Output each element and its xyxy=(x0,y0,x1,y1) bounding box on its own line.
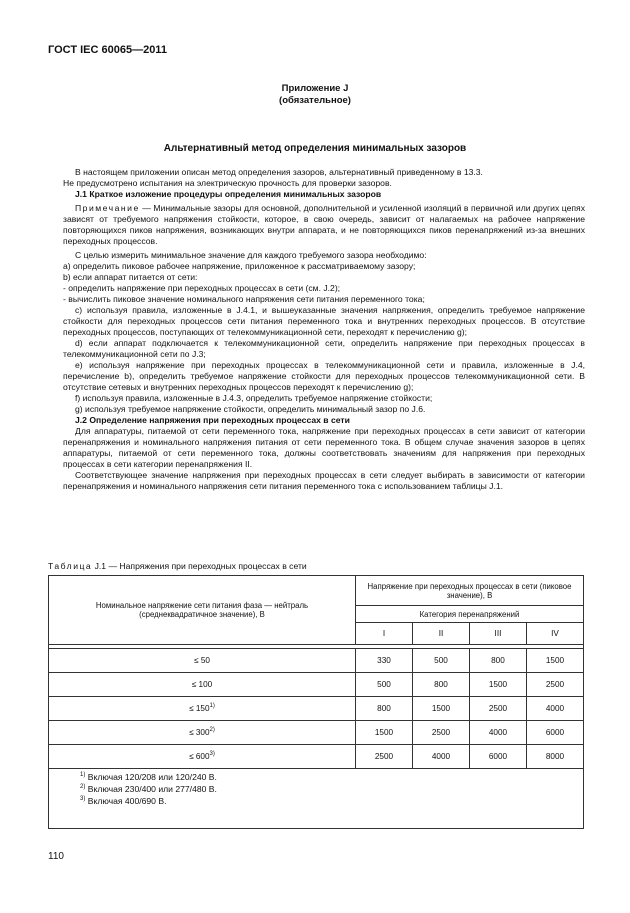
procedure-line: f) используя правила, изложенные в J.4.3, определить требуемое напряжение стойкости; xyxy=(75,393,433,403)
voltage-cell: ≤ 100 xyxy=(49,673,356,697)
category-header-cell: I xyxy=(356,623,413,645)
voltage-cell: ≤ $150^{1)}$ xyxy=(49,697,356,721)
value-cell: 6000 xyxy=(469,745,526,769)
value-cell: 2500 xyxy=(356,745,413,769)
intro-line: Не предусмотрено испытания на электрическую прочность для проверки зазоров. xyxy=(63,178,392,188)
value-cell: 800 xyxy=(412,673,469,697)
category-header-cell: III xyxy=(469,623,526,645)
document-header: ГОСТ IEC 60065—2011 xyxy=(48,44,167,56)
voltage-cell: ≤ $300^{2)}$ xyxy=(49,721,356,745)
value-cell: 8000 xyxy=(526,745,583,769)
j2-paragraph: Для аппаратуры, питаемой от сети переменного тока, напряжение при переходных процессах в сети зависит от категории перенапряжения и номинального напряжения питания от сети переменного тока. В общем случае значения зазоров в цепях аппаратуры, питаемой от сети переменного тока, должны соответствовать значениям для напряжения при переходных процессах в сети категории перенапряжения II. xyxy=(63,426,585,469)
table-row xyxy=(49,721,584,745)
value-cell: 4000 xyxy=(412,745,469,769)
table-footnotes xyxy=(80,771,217,807)
table-caption-text: J.1 — Напряжения при переходных процессах в сети xyxy=(94,561,307,571)
footnote: $^{1)}$ Включая 120/208 или 120/240 В. xyxy=(80,772,217,782)
table-row xyxy=(49,649,584,673)
category-header-cell: IV xyxy=(526,623,583,645)
value-cell: 4000 xyxy=(526,697,583,721)
value-cell: 1500 xyxy=(469,673,526,697)
voltage-cell: ≤ $600^{3)}$ xyxy=(49,745,356,769)
table-row xyxy=(49,745,584,769)
main-title: Альтернативный метод определения минимальных зазоров xyxy=(163,143,467,154)
note-text: — Минимальные зазоры для основной, дополнительной и усиленной изоляций в первичной или других цепях зависят от требуемого напряжения стойкости, которое, в свою очередь, зависит от налагаемых на рабочее напряжение повторяющихся пиков напряжения, возникающих внутри аппарата, и не повторяющихся пиков перенапряжений из-за внешних переходных процессов. xyxy=(63,203,585,246)
procedure-line: d) если аппарат подключается к телекоммуникационной сети, определить напряжение при переходных процессах в телекоммуникационной сети по J.3; xyxy=(63,338,585,359)
section-heading-j1: J.1 Краткое изложение процедуры определения минимальных зазоров xyxy=(75,189,382,199)
value-cell: 1500 xyxy=(356,721,413,745)
j2-paragraph: Соответствующее значение напряжения при переходных процессах в сети следует выбирать в зависимости от категории перенапряжения и номинального напряжения сети питания переменного тока с использованием таблицы J.1. xyxy=(63,470,585,491)
appendix-title: Приложение J xyxy=(281,83,349,94)
intro-line: В настоящем приложении описан метод определения зазоров, альтернативный приведенному в 13.3. xyxy=(75,167,483,177)
section-heading-j2: J.2 Определение напряжения при переходных процессах в сети xyxy=(75,415,350,425)
value-cell: 500 xyxy=(356,673,413,697)
col-header-category: Категория перенапряжений xyxy=(356,606,584,623)
value-cell: 330 xyxy=(356,649,413,673)
body-text xyxy=(63,167,585,492)
col-header-nominal-voltage: Номинальное напряжение сети питания фаза — нейтраль (среднеквадратичное значение), В xyxy=(49,576,356,645)
procedure-line: b) если аппарат питается от сети: xyxy=(63,272,198,282)
category-header-cell: II xyxy=(412,623,469,645)
value-cell: 800 xyxy=(356,697,413,721)
note-label: Примечание xyxy=(75,203,140,213)
value-cell: 1500 xyxy=(526,649,583,673)
procedure-line: С целью измерить минимальное значение для каждого требуемого зазора необходимо: xyxy=(75,250,427,260)
procedure-line: - вычислить пиковое значение номинального напряжения сети питания переменного тока; xyxy=(63,294,425,304)
value-cell: 2500 xyxy=(526,673,583,697)
footnote: $^{3)}$ Включая 400/690 В. xyxy=(80,796,167,806)
value-cell: 2500 xyxy=(412,721,469,745)
procedure-line: g) используя требуемое напряжение стойкости, определить минимальный зазор по J.6. xyxy=(75,404,426,414)
voltage-cell: ≤ 50 xyxy=(49,649,356,673)
table-row xyxy=(49,673,584,697)
footnote: $^{2)}$ Включая 230/400 или 277/480 В. xyxy=(80,784,217,794)
value-cell: 800 xyxy=(469,649,526,673)
procedure-line: c) используя правила, изложенные в J.4.1, и вышеуказанные значения напряжения, определить требуемое напряжение стойкости для переходных процессов сети питания переменного тока и внутренних переходных процессов. В отсутствие переходных процессов, поступающих от телекоммуникационной сети, переходят к перечислению g); xyxy=(63,305,585,337)
table-row xyxy=(49,697,584,721)
appendix-subtitle: (обязательное) xyxy=(279,95,351,106)
value-cell: 1500 xyxy=(412,697,469,721)
value-cell: 6000 xyxy=(526,721,583,745)
page-number: 110 xyxy=(48,851,64,862)
note-paragraph xyxy=(63,203,585,247)
table-caption xyxy=(48,561,307,571)
col-header-transient-voltage: Напряжение при переходных процессах в сети (пиковое значение), В xyxy=(356,576,584,606)
procedure-line: - определить напряжение при переходных процессах в сети (см. J.2); xyxy=(63,283,341,293)
value-cell: 2500 xyxy=(469,697,526,721)
procedure-line: e) используя напряжение при переходных процессах в телекоммуникационной сети и правила, изложенные в J.4, перечисление b), определить требуемое напряжение стойкости для переходных процессов телекоммуникационной сети. В отсутствие сетевых и внутренних переходных процессов переходят к перечислению g); xyxy=(63,360,585,392)
value-cell: 500 xyxy=(412,649,469,673)
procedure-line: a) определить пиковое рабочее напряжение, приложенное к рассматриваемому зазору; xyxy=(63,261,416,271)
table-caption-label: Таблица xyxy=(48,561,93,571)
value-cell: 4000 xyxy=(469,721,526,745)
